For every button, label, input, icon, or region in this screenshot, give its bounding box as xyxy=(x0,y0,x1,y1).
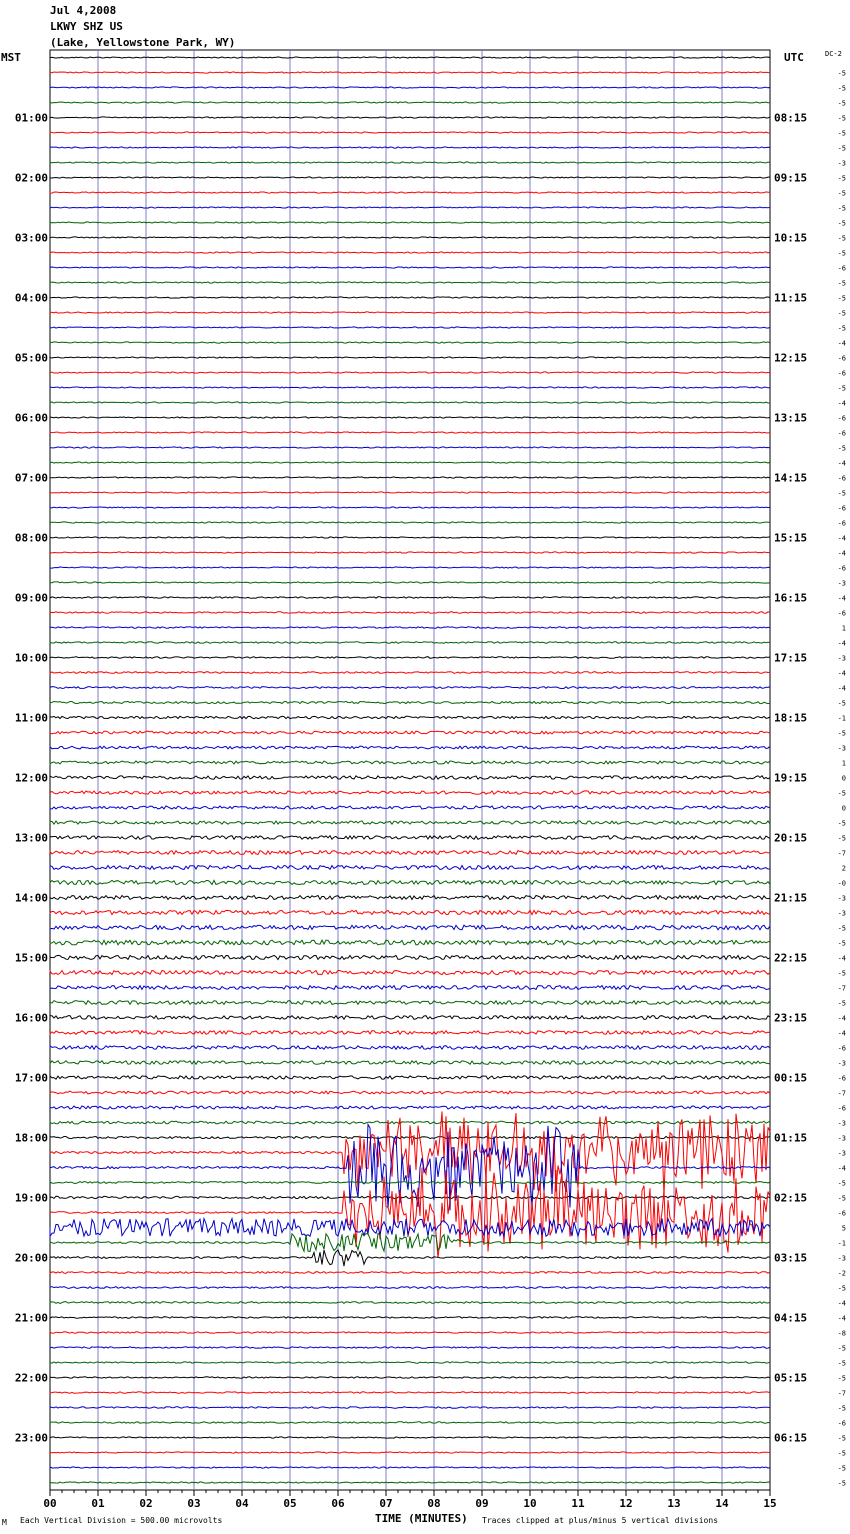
x-tick-label: 08 xyxy=(427,1497,441,1510)
dc-offset: -5 xyxy=(837,1464,846,1473)
trace-row xyxy=(50,192,770,193)
trace-row xyxy=(50,1467,770,1468)
dc-offset: -4 xyxy=(837,339,846,348)
hour-label-right: 23:15 xyxy=(774,1011,808,1025)
trace-row xyxy=(50,970,770,974)
trace-row xyxy=(50,327,770,328)
trace-row xyxy=(50,1031,770,1035)
trace-row xyxy=(50,627,770,628)
dc-offset: -3 xyxy=(837,1254,846,1263)
trace-row xyxy=(50,1196,770,1198)
hour-label-right: 14:15 xyxy=(774,471,808,485)
trace-row xyxy=(50,1234,770,1252)
dc-offset: -5 xyxy=(837,489,846,498)
trace-row xyxy=(50,1362,770,1363)
trace-row xyxy=(50,836,770,840)
dc-offset: -6 xyxy=(837,369,846,378)
x-tick-label: 06 xyxy=(331,1497,345,1510)
trace-row xyxy=(50,1061,770,1065)
hour-label-left: 14:00 xyxy=(14,891,48,905)
dc-offset: -3 xyxy=(837,744,846,753)
trace-row xyxy=(50,522,770,523)
dc-offset: -3 xyxy=(837,1119,846,1128)
trace-row xyxy=(50,57,770,58)
dc-offset: -5 xyxy=(837,234,846,243)
dc-offset: -4 xyxy=(837,1314,846,1323)
dc-offset: -1 xyxy=(837,714,846,723)
hour-label-left: 02:00 xyxy=(14,171,48,185)
dc-offset: -2 xyxy=(837,1269,846,1278)
hour-label-right: 11:15 xyxy=(774,291,808,305)
trace-row xyxy=(50,986,770,990)
trace-row xyxy=(50,1482,770,1483)
dc-offset: -4 xyxy=(837,549,846,558)
dc-offset: -5 xyxy=(837,969,846,978)
dc-offset: -3 xyxy=(837,579,846,588)
plot-frame xyxy=(50,50,770,1490)
trace-row xyxy=(50,851,770,855)
x-tick-label: 12 xyxy=(619,1497,633,1510)
dc-offset: -6 xyxy=(837,354,846,363)
hour-label-left: 12:00 xyxy=(14,771,48,785)
dc-offset: 2 xyxy=(841,864,846,873)
hour-label-right: 02:15 xyxy=(774,1191,808,1205)
dc-offset: -4 xyxy=(837,1164,846,1173)
trace-row xyxy=(50,1332,770,1333)
trace-row xyxy=(50,552,770,553)
trace-row xyxy=(50,1046,770,1050)
trace-row xyxy=(50,357,770,358)
trace-row xyxy=(50,657,770,659)
dc-offset: -6 xyxy=(837,1209,846,1218)
trace-row xyxy=(50,207,770,208)
trace-row xyxy=(50,252,770,253)
trace-row xyxy=(50,177,770,178)
trace-row xyxy=(50,612,770,613)
dc-offset: -4 xyxy=(837,459,846,468)
dc-offset: -6 xyxy=(837,519,846,528)
hour-label-left: 13:00 xyxy=(14,831,48,845)
trace-row xyxy=(50,791,770,794)
trace-row xyxy=(50,1106,770,1109)
trace-row xyxy=(50,672,770,674)
dc-header: DC-2 xyxy=(825,50,842,58)
dc-offset: -5 xyxy=(837,699,846,708)
trace-row xyxy=(50,866,770,870)
dc-offset: -5 xyxy=(837,1449,846,1458)
dc-offset: -5 xyxy=(837,1344,846,1353)
hour-label-right: 08:15 xyxy=(774,111,808,125)
dc-offset: -3 xyxy=(837,909,846,918)
trace-row xyxy=(50,507,770,508)
x-axis-title: TIME (MINUTES) xyxy=(375,1512,468,1525)
trace-row xyxy=(50,1121,770,1124)
hour-label-right: 18:15 xyxy=(774,711,808,725)
hour-label-right: 19:15 xyxy=(774,771,808,785)
dc-offset: -5 xyxy=(837,279,846,288)
trace-row xyxy=(50,1437,770,1438)
dc-offset: -6 xyxy=(837,1104,846,1113)
trace-row xyxy=(50,237,770,238)
dc-offset: -6 xyxy=(837,504,846,513)
trace-row xyxy=(50,282,770,283)
trace-row xyxy=(50,746,770,749)
dc-offset: -5 xyxy=(837,1479,846,1488)
trace-row xyxy=(50,312,770,313)
hour-label-left: 03:00 xyxy=(14,231,48,245)
trace-row xyxy=(50,597,770,598)
trace-row xyxy=(50,716,770,718)
trace-row xyxy=(50,87,770,88)
station-location: (Lake, Yellowstone Park, WY) xyxy=(50,36,236,49)
scale-note: Each Vertical Division = 500.00 microvolts xyxy=(20,1516,223,1525)
trace-row xyxy=(50,222,770,223)
dc-offset: -5 xyxy=(837,114,846,123)
dc-offset: -6 xyxy=(837,609,846,618)
trace-row xyxy=(50,955,770,959)
hour-label-right: 15:15 xyxy=(774,531,808,545)
trace-row xyxy=(50,776,770,779)
trace-row xyxy=(50,1182,770,1184)
hour-label-left: 18:00 xyxy=(14,1131,48,1145)
hour-label-right: 05:15 xyxy=(774,1371,808,1385)
trace-row xyxy=(50,417,770,418)
x-tick-label: 00 xyxy=(43,1497,57,1510)
trace-row xyxy=(50,896,770,900)
hour-label-right: 06:15 xyxy=(774,1431,808,1445)
hour-label-left: 05:00 xyxy=(14,351,48,365)
trace-row xyxy=(50,372,770,373)
trace-row xyxy=(50,1317,770,1319)
hour-label-left: 08:00 xyxy=(14,531,48,545)
x-tick-label: 05 xyxy=(283,1497,297,1510)
x-tick-label: 02 xyxy=(139,1497,153,1510)
dc-offset: -5 xyxy=(837,729,846,738)
hour-label-left: 10:00 xyxy=(14,651,48,665)
trace-row xyxy=(50,447,770,448)
hour-label-left: 21:00 xyxy=(14,1311,48,1325)
trace-row xyxy=(50,402,770,403)
dc-offset: -5 xyxy=(837,1404,846,1413)
x-tick-label: 15 xyxy=(763,1497,777,1510)
trace-row xyxy=(50,72,770,73)
dc-offset: -3 xyxy=(837,1149,846,1158)
dc-offset: -8 xyxy=(837,1329,846,1338)
dc-offset: -5 xyxy=(837,924,846,933)
dc-offset: -4 xyxy=(837,1014,846,1023)
left-timezone: MST xyxy=(1,51,21,64)
hour-label-right: 21:15 xyxy=(774,891,808,905)
hour-label-right: 04:15 xyxy=(774,1311,808,1325)
trace-row xyxy=(50,1392,770,1393)
hour-label-right: 20:15 xyxy=(774,831,808,845)
trace-row xyxy=(50,1091,770,1094)
dc-offset: -6 xyxy=(837,1419,846,1428)
dc-offset: -5 xyxy=(837,69,846,78)
dc-offset: -5 xyxy=(837,789,846,798)
dc-offset: -5 xyxy=(837,1179,846,1188)
hour-label-left: 22:00 xyxy=(14,1371,48,1385)
hour-label-left: 16:00 xyxy=(14,1011,48,1025)
dc-offset: -4 xyxy=(837,594,846,603)
dc-offset: -5 xyxy=(837,834,846,843)
dc-offset: 1 xyxy=(841,624,846,633)
hour-label-left: 19:00 xyxy=(14,1191,48,1205)
dc-offset: -4 xyxy=(837,1029,846,1038)
hour-label-left: 01:00 xyxy=(14,111,48,125)
trace-row xyxy=(50,567,770,568)
dc-offset: -5 xyxy=(837,249,846,258)
hour-label-left: 20:00 xyxy=(14,1251,48,1265)
dc-offset: -5 xyxy=(837,144,846,153)
trace-row xyxy=(50,761,770,764)
trace-row xyxy=(50,432,770,433)
dc-offset: -6 xyxy=(837,414,846,423)
dc-offset: -5 xyxy=(837,1374,846,1383)
trace-row xyxy=(50,1287,770,1289)
dc-offset: -7 xyxy=(837,1389,846,1398)
hour-label-right: 17:15 xyxy=(774,651,808,665)
trace-row xyxy=(50,117,770,118)
dc-offset: 0 xyxy=(841,774,846,783)
hour-label-left: 11:00 xyxy=(14,711,48,725)
dc-offset: -5 xyxy=(837,219,846,228)
dc-offset: -0 xyxy=(837,879,846,888)
dc-offset: -1 xyxy=(837,1239,846,1248)
trace-row xyxy=(50,537,770,538)
dc-offset: -3 xyxy=(837,654,846,663)
hour-label-right: 09:15 xyxy=(774,171,808,185)
dc-offset: 1 xyxy=(841,759,846,768)
right-timezone: UTC xyxy=(784,51,804,64)
station-id: LKWY SHZ US xyxy=(50,20,123,33)
dc-offset: -6 xyxy=(837,474,846,483)
dc-offset: -5 xyxy=(837,384,846,393)
hour-label-right: 01:15 xyxy=(774,1131,808,1145)
dc-offset: -5 xyxy=(837,939,846,948)
dc-offset: -5 xyxy=(837,189,846,198)
dc-offset: -6 xyxy=(837,564,846,573)
dc-offset: -3 xyxy=(837,1134,846,1143)
hour-label-left: 04:00 xyxy=(14,291,48,305)
trace-row xyxy=(50,1250,770,1266)
dc-offset: -3 xyxy=(837,894,846,903)
dc-offset: -6 xyxy=(837,264,846,273)
trace-row xyxy=(50,1272,770,1274)
dc-offset: -5 xyxy=(837,1359,846,1368)
hour-label-right: 10:15 xyxy=(774,231,808,245)
trace-row xyxy=(50,1302,770,1304)
dc-offset: -5 xyxy=(837,999,846,1008)
trace-row xyxy=(50,342,770,343)
trace-row xyxy=(50,1452,770,1453)
trace-row xyxy=(50,492,770,493)
trace-row xyxy=(50,387,770,388)
trace-row xyxy=(50,880,770,884)
dc-offset: -5 xyxy=(837,444,846,453)
dc-offset: 5 xyxy=(841,1224,846,1233)
hour-label-left: 07:00 xyxy=(14,471,48,485)
dc-offset: -5 xyxy=(837,819,846,828)
dc-offset: -5 xyxy=(837,1194,846,1203)
dc-offset: -6 xyxy=(837,1044,846,1053)
x-tick-label: 13 xyxy=(667,1497,681,1510)
dc-offset: -5 xyxy=(837,1284,846,1293)
x-tick-label: 04 xyxy=(235,1497,249,1510)
trace-row xyxy=(50,806,770,809)
dc-offset: -6 xyxy=(837,1074,846,1083)
footer-mark: M xyxy=(2,1518,7,1527)
x-tick-label: 01 xyxy=(91,1497,105,1510)
trace-row xyxy=(50,910,770,914)
hour-label-right: 22:15 xyxy=(774,951,808,965)
trace-row xyxy=(50,1422,770,1423)
dc-offset: -4 xyxy=(837,1299,846,1308)
trace-row xyxy=(50,267,770,268)
dc-offset: -5 xyxy=(837,324,846,333)
trace-row xyxy=(50,132,770,133)
trace-row xyxy=(50,147,770,148)
hour-label-right: 16:15 xyxy=(774,591,808,605)
x-tick-label: 09 xyxy=(475,1497,489,1510)
x-tick-label: 03 xyxy=(187,1497,201,1510)
hour-label-left: 06:00 xyxy=(14,411,48,425)
hour-label-left: 09:00 xyxy=(14,591,48,605)
x-tick-label: 14 xyxy=(715,1497,729,1510)
dc-offset: -5 xyxy=(837,204,846,213)
dc-offset: -4 xyxy=(837,639,846,648)
x-tick-label: 07 xyxy=(379,1497,393,1510)
dc-offset: -6 xyxy=(837,429,846,438)
trace-row xyxy=(50,731,770,734)
x-tick-label: 10 xyxy=(523,1497,537,1510)
trace-row xyxy=(50,462,770,463)
trace-row xyxy=(50,1377,770,1378)
dc-offset: -3 xyxy=(837,1059,846,1068)
dc-offset: -4 xyxy=(837,399,846,408)
dc-offset: -4 xyxy=(837,534,846,543)
dc-offset: -5 xyxy=(837,84,846,93)
trace-row xyxy=(50,102,770,103)
dc-offset: -7 xyxy=(837,984,846,993)
clip-note: Traces clipped at plus/minus 5 vertical divisions xyxy=(482,1516,719,1525)
x-tick-label: 11 xyxy=(571,1497,585,1510)
dc-offset: -5 xyxy=(837,174,846,183)
trace-row xyxy=(50,642,770,644)
dc-offset: -7 xyxy=(837,849,846,858)
dc-offset: -5 xyxy=(837,309,846,318)
hour-label-left: 17:00 xyxy=(14,1071,48,1085)
trace-row xyxy=(50,1407,770,1408)
dc-offset: -5 xyxy=(837,129,846,138)
trace-row xyxy=(50,297,770,298)
hour-label-left: 15:00 xyxy=(14,951,48,965)
dc-offset: -4 xyxy=(837,669,846,678)
hour-label-left: 23:00 xyxy=(14,1431,48,1445)
hour-label-right: 03:15 xyxy=(774,1251,808,1265)
dc-offset: -4 xyxy=(837,684,846,693)
dc-offset: -5 xyxy=(837,294,846,303)
trace-row xyxy=(50,1347,770,1348)
trace-row xyxy=(50,821,770,824)
hour-label-right: 00:15 xyxy=(774,1071,808,1085)
hour-label-right: 13:15 xyxy=(774,411,808,425)
trace-row xyxy=(50,582,770,583)
dc-offset: 0 xyxy=(841,804,846,813)
trace-row xyxy=(50,477,770,478)
dc-offset: -3 xyxy=(837,159,846,168)
trace-row xyxy=(50,1016,770,1020)
hour-label-right: 12:15 xyxy=(774,351,808,365)
dc-offset: -4 xyxy=(837,954,846,963)
trace-row xyxy=(50,1001,770,1005)
chart-date: Jul 4,2008 xyxy=(50,4,117,17)
dc-offset: -5 xyxy=(837,1434,846,1443)
trace-row xyxy=(50,940,770,945)
trace-row xyxy=(50,162,770,163)
trace-row xyxy=(50,701,770,703)
trace-row xyxy=(50,687,770,689)
dc-offset: -5 xyxy=(837,99,846,108)
trace-row xyxy=(50,1076,770,1079)
dc-offset: -7 xyxy=(837,1089,846,1098)
trace-row xyxy=(50,925,770,930)
